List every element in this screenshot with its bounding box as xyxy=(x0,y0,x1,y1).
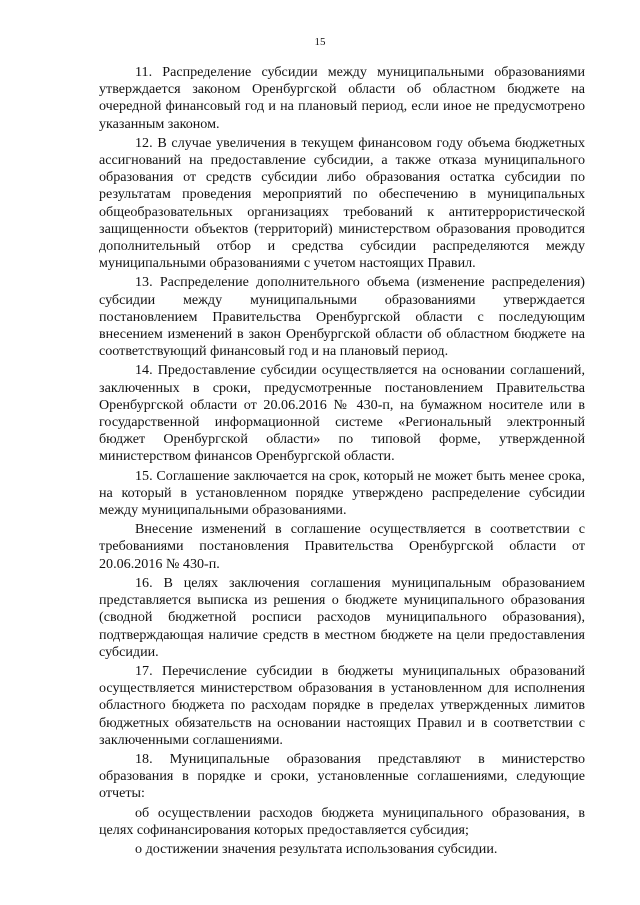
paragraph-15: 15. Соглашение заключается на срок, который не может быть менее срока, на который в установленном порядке утверждено распределение субсидии между муниципальными образованиями. xyxy=(99,467,585,519)
report-item-expenses: об осуществлении расходов бюджета муниципального образования, в целях софинансирования которых предоставляется субсидия; xyxy=(99,804,585,838)
paragraph-12: 12. В случае увеличения в текущем финансовом году объема бюджетных ассигнований на предоставление субсидии, а также отказа муниципального образования от средств субсидии либо образования остатка субсидии по результатам проведения мероприятий по обеспечению в муниципальных общеобразовательных организациях требований к антитеррористической защищенности объектов (территорий) министерством образования проводится дополнительный отбор и средства субсидии распределяются между муниципальными образованиями с учетом настоящих Правил. xyxy=(99,134,585,272)
paragraph-17: 17. Перечисление субсидии в бюджеты муниципальных образований осуществляется министерством образования в установленном для исполнения областного бюджета по расходам порядке в пределах утвержденных лимитов бюджетных обязательств на основании настоящих Правил и в соответствии с заключенными соглашениями. xyxy=(99,662,585,748)
report-item-result: о достижении значения результата использования субсидии. xyxy=(135,840,498,857)
paragraph-16: 16. В целях заключения соглашения муниципальным образованием представляется выписка из решения о бюджете муниципального образования (сводной бюджетной росписи расходов муниципального образования), подтверждающая наличие средств в местном бюджете на цели предоставления субсидии. xyxy=(99,574,585,660)
paragraph-13: 13. Распределение дополнительного объема (изменение распределения) субсидии между муниципальными образованиями утверждается постановлением Правительства Оренбургской области с последующим внесением изменений в закон Оренбургской области об областном бюджете на соответствующий финансовый год и на плановый период. xyxy=(99,274,585,360)
document-body xyxy=(99,64,585,860)
paragraph-18: 18. Муниципальные образования представляют в министерство образования в порядке и сроки, установленные соглашениями, следующие отчеты: xyxy=(99,750,585,802)
paragraph-11: 11. Распределение субсидии между муниципальными образованиями утверждается законом Оренбургской области об областном бюджете на очередной финансовый год и на плановый период, если иное не предусмотрено указанным законом. xyxy=(99,64,585,132)
paragraph-14: 14. Предоставление субсидии осуществляется на основании соглашений, заключенных в сроки, предусмотренные постановлением Правительства Оренбургской области от 20.06.2016 № 430-п, на бумажном носителе или в государственной информационной системе «Региональный электронный бюджет Оренбургской области» по типовой форме, утвержденной министерством финансов Оренбургской области. xyxy=(99,362,585,465)
paragraph-15-amendments: Внесение изменений в соглашение осуществляется в соответствии с требованиями постановления Правительства Оренбургской области от 20.06.2016 № 430-п. xyxy=(99,521,585,572)
page-number: 15 xyxy=(314,36,326,48)
